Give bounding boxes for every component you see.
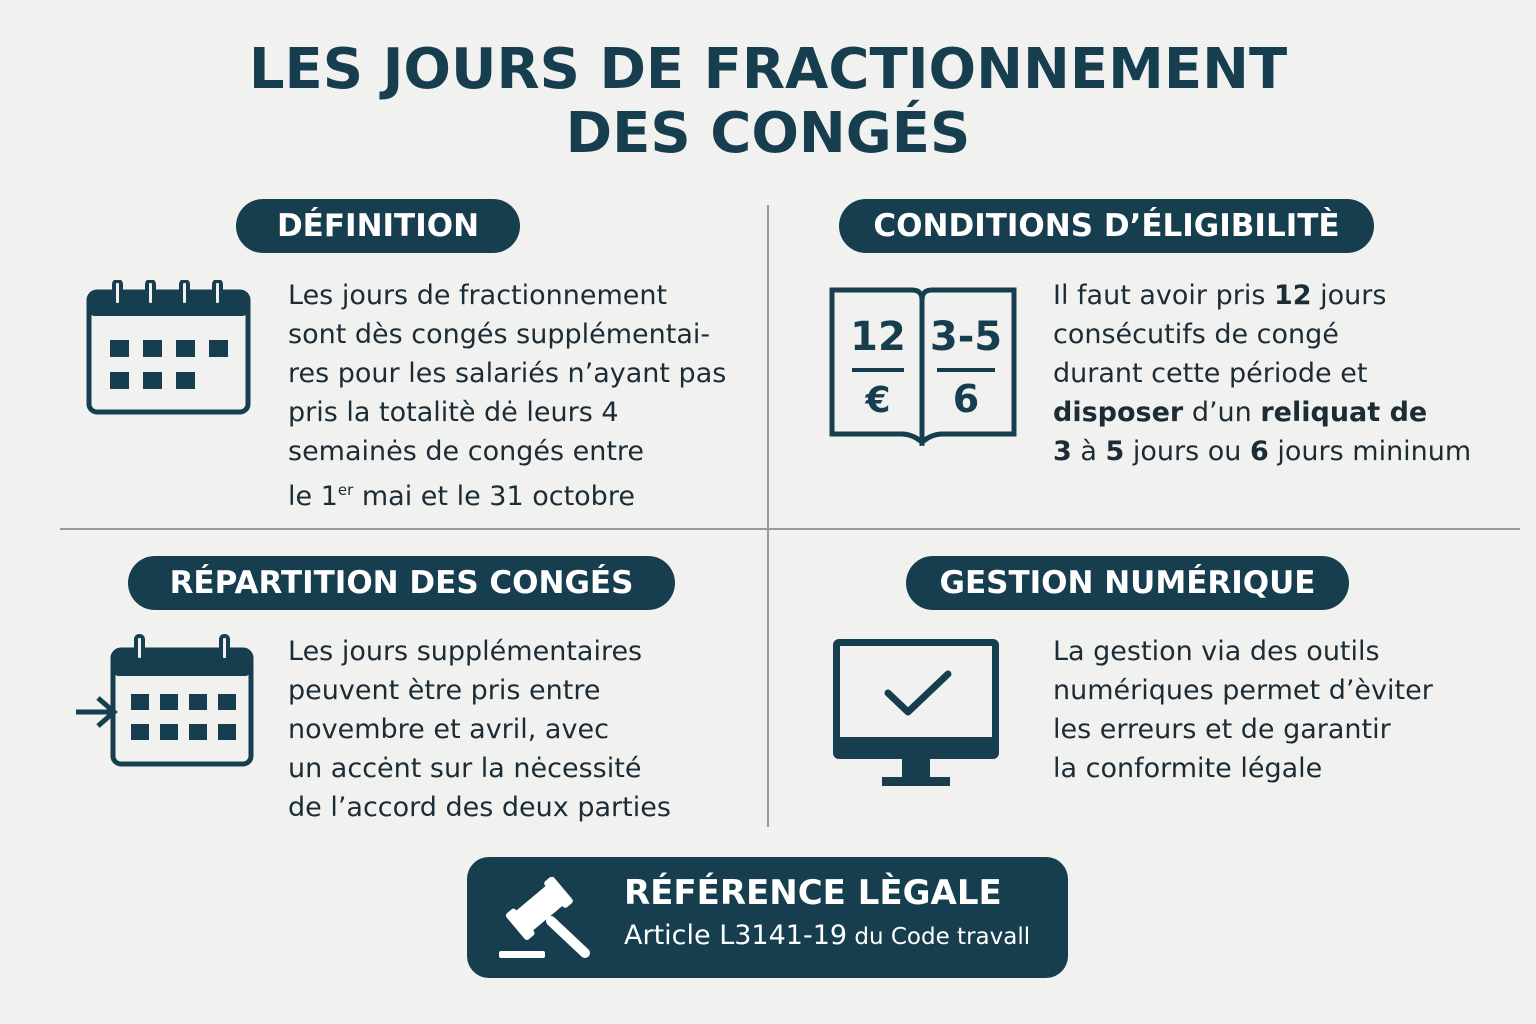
definition-heading: DÉFINITION: [236, 199, 520, 253]
article-source: du Code travall: [847, 924, 1031, 950]
distribution-text: [288, 632, 671, 827]
distribution-line: Les jours supplémentaires: [288, 636, 643, 667]
digital-line: la conformite légale: [1053, 753, 1323, 784]
bold-run: 3: [1053, 436, 1072, 467]
bold-run: 5: [1105, 436, 1125, 467]
definition-line: [288, 471, 726, 516]
open-book-icon: [828, 284, 1018, 446]
definition-text: [288, 276, 726, 516]
article-number: Article L3141-19: [624, 920, 848, 951]
book-right-bottom: 6: [952, 377, 980, 421]
definition-line: semainės de congés entre: [288, 436, 645, 467]
legal-reference-article: [624, 920, 1030, 951]
digital-line: numériques permet d’èviter: [1053, 675, 1433, 706]
digital-line: les erreurs et de garantir: [1053, 714, 1391, 745]
title-line-2: DES CONGÉS: [565, 101, 971, 166]
eligibility-line: consécutifs de congé: [1053, 319, 1339, 350]
monitor-check-icon: [830, 636, 1002, 788]
text-run: d’un: [1183, 397, 1261, 428]
text-run: à: [1071, 436, 1106, 467]
definition-line: sont dès congés supplémentai-: [288, 319, 711, 350]
definition-date-post: mai et le 31 octobre: [353, 481, 635, 512]
vertical-divider: [767, 205, 769, 827]
page-title: [0, 38, 1536, 166]
bold-run: disposer: [1053, 397, 1184, 428]
digital-heading: GESTION NUMÉRIQUE: [906, 556, 1349, 610]
definition-line: pris la totalitè dė leurs 4: [288, 397, 619, 428]
definition-line: res pour les salariés n’ayant pas: [288, 358, 727, 389]
title-line-1: LES JOURS DE FRACTIONNEMENT: [248, 37, 1288, 102]
distribution-heading: RÉPARTITION DES CONGÉS: [128, 556, 675, 610]
calendar-icon: [86, 280, 252, 418]
text-run: jours: [1311, 280, 1387, 311]
bold-run: reliquat de: [1260, 397, 1428, 428]
book-left-top: 12: [850, 314, 906, 360]
text-run: Il faut avoir pris: [1053, 280, 1274, 311]
horizontal-divider: [60, 528, 1520, 530]
eligibility-line: [1053, 393, 1471, 432]
eligibility-line: [1053, 432, 1471, 471]
gavel-icon: [495, 877, 595, 965]
distribution-line: un accėnt sur la nėcessité: [288, 753, 642, 784]
digital-text: [1053, 632, 1433, 788]
distribution-line: peuvent ètre pris entre: [288, 675, 601, 706]
definition-date-pre: le 1: [288, 481, 338, 512]
digital-line: La gestion via des outils: [1053, 636, 1380, 667]
bold-run: 12: [1274, 280, 1312, 311]
distribution-line: novembre et avril, avec: [288, 714, 609, 745]
eligibility-line: durant cette période et: [1053, 358, 1368, 389]
definition-line: Les jours de fractionnement: [288, 280, 668, 311]
book-left-bottom: €: [865, 380, 891, 421]
calendar-arrow-icon: [74, 634, 258, 770]
eligibility-heading: CONDITIONS D’ÉLIGIBILITÈ: [839, 199, 1374, 253]
bold-run: 6: [1250, 436, 1269, 467]
distribution-line: de l’accord des deux parties: [288, 792, 671, 823]
eligibility-text: [1053, 276, 1471, 471]
legal-reference-box: [467, 857, 1068, 978]
book-right-top: 3-5: [929, 314, 1003, 360]
ordinal-suffix: er: [337, 481, 354, 499]
eligibility-line: [1053, 276, 1471, 315]
legal-reference-title: RÉFÉRENCE LÈGALE: [624, 873, 1002, 913]
text-run: jours ou: [1124, 436, 1250, 467]
text-run: jours mininum: [1268, 436, 1472, 467]
